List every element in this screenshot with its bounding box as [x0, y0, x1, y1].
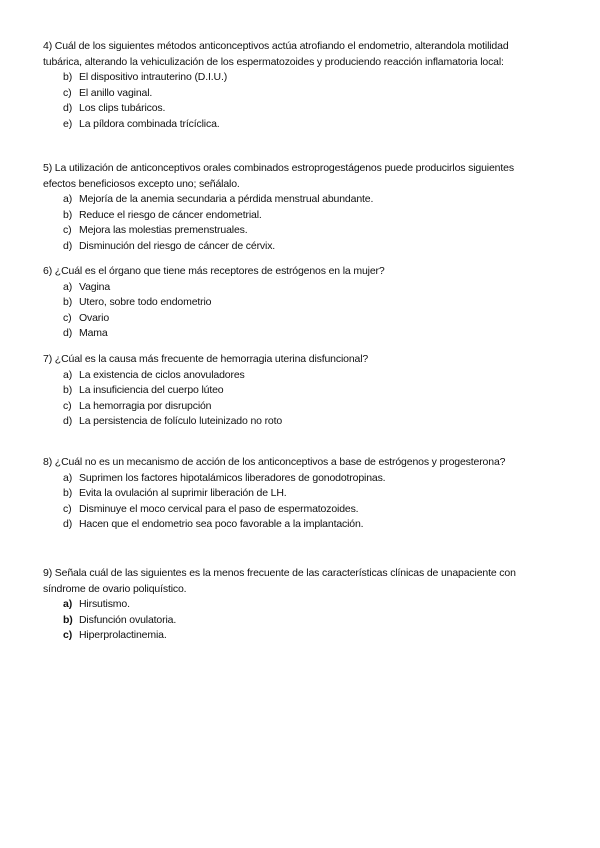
option-text: La existencia de ciclos anovuladores	[79, 368, 245, 381]
option-text: Hiperprolactinemia.	[79, 629, 167, 642]
question-8	[43, 455, 533, 533]
option-item	[43, 613, 533, 629]
option-item	[43, 471, 533, 487]
option-letter: a)	[63, 193, 73, 206]
option-text: El dispositivo intrauterino (D.I.U.)	[79, 71, 228, 84]
option-item	[43, 414, 533, 430]
question-7	[43, 352, 533, 430]
option-text: El anillo vaginal.	[79, 86, 153, 99]
option-letter: c)	[63, 629, 73, 642]
option-letter: a)	[63, 368, 73, 381]
question-4	[43, 39, 533, 132]
option-item	[43, 486, 533, 502]
option-letter: b)	[63, 208, 73, 221]
option-letter: b)	[63, 71, 73, 84]
option-list	[43, 70, 533, 132]
question-stem: 8) ¿Cuál no es un mecanismo de acción de los anticonceptivos a base de estrógenos y progesterona?	[43, 456, 506, 468]
question-stem: 6) ¿Cuál es el órgano que tiene más receptores de estrógenos en la mujer?	[43, 265, 385, 277]
question-stem: 4) Cuál de los siguientes métodos anticonceptivos actúa atrofiando el endometrio, alterandola motilidad tubárica, alterando la vehiculización de los espermatozoides y produciendo reacción inflamatoria local:	[43, 40, 509, 68]
option-letter: c)	[63, 502, 72, 515]
option-text: Suprimen los factores hipotalámicos liberadores de gonodotropinas.	[79, 471, 386, 484]
option-text: Evita la ovulación al suprimir liberación de LH.	[79, 487, 287, 500]
option-text: Disfunción ovulatoria.	[79, 613, 177, 626]
option-letter: d)	[63, 102, 73, 115]
option-letter: b)	[63, 613, 73, 626]
option-text: Mejoría de la anemia secundaria a pérdida menstrual abundante.	[79, 193, 374, 206]
option-item	[43, 295, 533, 311]
option-item	[43, 117, 533, 133]
question-stem: 5) La utilización de anticonceptivos orales combinados estroprogestágenos puede producirlos siguientes efectos beneficiosos excepto uno; señálalo.	[43, 162, 514, 190]
option-letter: b)	[63, 296, 73, 309]
option-item	[43, 399, 533, 415]
option-list	[43, 280, 533, 342]
option-item	[43, 208, 533, 224]
question-5	[43, 161, 533, 254]
question-9	[43, 566, 533, 644]
option-letter: c)	[63, 399, 72, 412]
option-text: Los clips tubáricos.	[79, 102, 166, 115]
option-text: Mejora las molestias premenstruales.	[79, 224, 248, 237]
option-text: Ovario	[79, 311, 110, 324]
option-item	[43, 517, 533, 533]
option-text: La persistencia de folículo luteinizado no roto	[79, 415, 283, 428]
option-item	[43, 280, 533, 296]
option-list	[43, 368, 533, 430]
option-text: Hirsutismo.	[79, 598, 130, 611]
option-list	[43, 471, 533, 533]
option-letter: c)	[63, 224, 72, 237]
option-item	[43, 101, 533, 117]
option-letter: d)	[63, 239, 73, 252]
option-item	[43, 192, 533, 208]
question-stem: 9) Señala cuál de las siguientes es la menos frecuente de las características clínicas de unapaciente con síndrome de ovario poliquístico.	[43, 567, 516, 595]
option-item	[43, 383, 533, 399]
option-item	[43, 223, 533, 239]
option-letter: a)	[63, 598, 73, 611]
option-item	[43, 628, 533, 644]
option-item	[43, 311, 533, 327]
option-item	[43, 326, 533, 342]
option-text: La hemorragia por disrupción	[79, 399, 212, 412]
option-text: Utero, sobre todo endometrio	[79, 296, 212, 309]
option-item	[43, 239, 533, 255]
option-letter: a)	[63, 280, 73, 293]
option-letter: d)	[63, 327, 73, 340]
option-list	[43, 192, 533, 254]
option-list	[43, 597, 533, 644]
option-letter: d)	[63, 518, 73, 531]
option-text: Disminuye el moco cervical para el paso de espermatozoides.	[79, 502, 359, 515]
option-item	[43, 70, 533, 86]
option-text: Mama	[79, 327, 108, 340]
option-letter: d)	[63, 415, 73, 428]
question-stem: 7) ¿Cúal es la causa más frecuente de hemorragia uterina disfuncional?	[43, 353, 369, 365]
option-text: Reduce el riesgo de cáncer endometrial.	[79, 208, 262, 221]
option-letter: a)	[63, 471, 73, 484]
option-letter: e)	[63, 117, 73, 130]
option-text: Vagina	[79, 280, 111, 293]
option-text: La insuficiencia del cuerpo lúteo	[79, 384, 224, 397]
option-item	[43, 597, 533, 613]
option-item	[43, 86, 533, 102]
option-letter: c)	[63, 86, 72, 99]
option-letter: b)	[63, 487, 73, 500]
option-text: Disminución del riesgo de cáncer de cérvix.	[79, 239, 276, 252]
option-text: Hacen que el endometrio sea poco favorable a la implantación.	[79, 518, 364, 531]
option-item	[43, 368, 533, 384]
option-letter: b)	[63, 384, 73, 397]
option-text: La píldora combinada trícíclica.	[79, 117, 220, 130]
option-letter: c)	[63, 311, 72, 324]
question-6	[43, 264, 533, 342]
option-item	[43, 502, 533, 518]
